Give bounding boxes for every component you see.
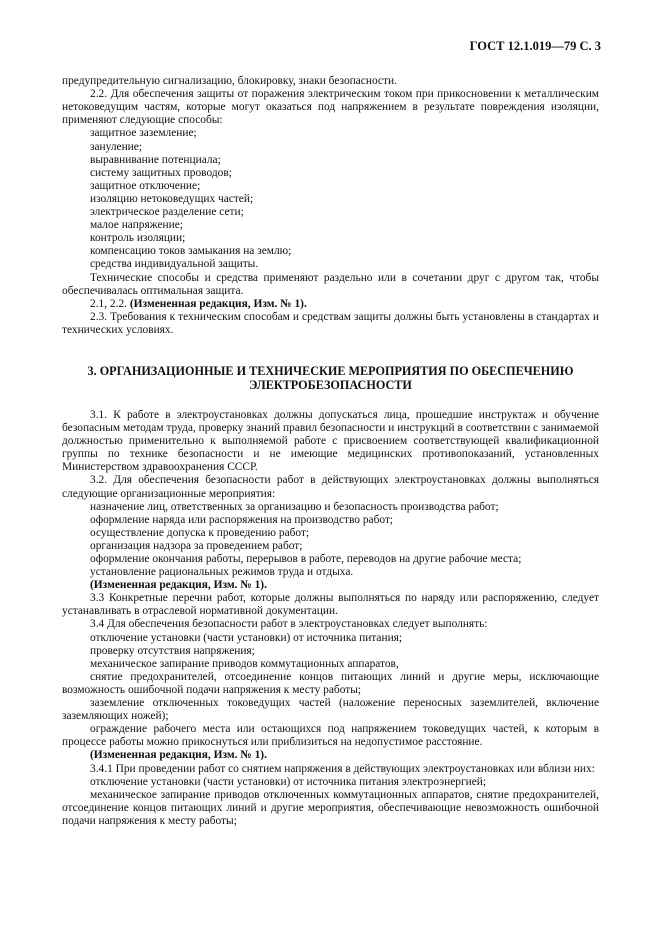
list-item: контроль изоляции; bbox=[90, 232, 186, 245]
list-item: малое напряжение; bbox=[90, 219, 183, 232]
list-item: отключение установки (части установки) от источника питания электроэнергией; bbox=[90, 775, 487, 788]
list-item: средства индивидуальной защиты. bbox=[90, 258, 259, 271]
list-item: ограждение рабочего места или остающихся под напряжением токоведущих частей, к которым в процессе работы можно прикоснуться или приблизиться на недопустимое расстояние. bbox=[62, 723, 599, 749]
amendment-note: (Измененная редакция, Изм. № 1). bbox=[90, 579, 267, 592]
section-3-title: 3. ОРГАНИЗАЦИОННЫЕ И ТЕХНИЧЕСКИЕ МЕРОПРИЯТИЯ ПО ОБЕСПЕЧЕНИЮ ЭЛЕКТРОБЕЗОПАСНОСТИ bbox=[87, 363, 574, 392]
list-item: электрическое разделение сети; bbox=[90, 206, 244, 219]
paragraph-3-4: 3.4 Для обеспечения безопасности работ в электроустановках следует выполнять: bbox=[90, 618, 488, 631]
paragraph: предупредительную сигнализацию, блокировку, знаки безопасности. bbox=[62, 75, 397, 88]
paragraph-3-2: 3.2. Для обеспечения безопасности работ в действующих электроустановках должны выполняться следующие организационные мероприятия: bbox=[62, 474, 599, 500]
amendment-note bbox=[62, 298, 599, 311]
paragraph-3-1: 3.1. К работе в электроустановках должны допускаться лица, прошедшие инструктаж и обучение безопасным методам труда, проверку знаний правил безопасности и инструкций в соответствии с занимаемой должностью применительно к выполняемой работе с присвоением соответствующей квалификационной группы по технике безопасности и не имеющие медицинских противопоказаний, установленных Министерством здравоохранения СССР. bbox=[62, 408, 599, 474]
list-item: зануление; bbox=[90, 140, 142, 153]
list-item: систему защитных проводов; bbox=[90, 166, 232, 179]
amendment-label: (Измененная редакция, Изм. № 1). bbox=[129, 297, 307, 310]
amendment-prefix: 2.1, 2.2. bbox=[90, 297, 130, 310]
amendment-note: (Измененная редакция, Изм. № 1). bbox=[90, 749, 267, 762]
list-item: назначение лиц, ответственных за организацию и безопасность производства работ; bbox=[90, 500, 499, 513]
paragraph-3-3: 3.3 Конкретные перечни работ, которые должны выполняться по наряду или распоряжению, следует устанавливать в отраслевой нормативной документации. bbox=[62, 592, 599, 618]
list-item: отключение установки (части установки) от источника питания; bbox=[90, 631, 403, 644]
list-item: механическое запирание приводов отключенных коммутационных аппаратов, снятие предохранителей, отсоединение концов питающих линий и другие мероприятия, обеспечивающие невозможность ошибочной подачи напряжения к месту работы; bbox=[62, 788, 599, 827]
list-item: защитное отключение; bbox=[90, 179, 201, 192]
list-item: заземление отключенных токоведущих частей (наложение переносных заземлителей, включение заземляющих ножей); bbox=[62, 697, 599, 723]
list-item: оформление окончания работы, перерывов в работе, переводов на другие рабочие места; bbox=[90, 553, 522, 565]
list-item: снятие предохранителей, отсоединение концов питающих линий и другие меры, исключающие возможность ошибочной подачи напряжения к месту работы; bbox=[62, 670, 599, 696]
list-item: организация надзора за проведением работ; bbox=[90, 539, 303, 552]
list-item: компенсацию токов замыкания на землю; bbox=[90, 245, 292, 258]
paragraph: Технические способы и средства применяют раздельно или в сочетании друг с другом так, чтобы обеспечивалась оптимальная защита. bbox=[62, 271, 599, 297]
list-item: осуществление допуска к проведению работ; bbox=[90, 526, 310, 539]
paragraph-3-4-1: 3.4.1 При проведении работ со снятием напряжения в действующих электроустановках или вблизи них: bbox=[90, 762, 595, 775]
list-item: установление рациональных режимов труда и отдыха. bbox=[90, 566, 354, 579]
paragraph-2-2: 2.2. Для обеспечения защиты от поражения электрическим током при прикосновении к металлическим нетоковедущим частям, которые могут оказаться под напряжением в результате повреждения изоляции, применяют следующие способы: bbox=[62, 88, 599, 127]
paragraph-2-3: 2.3. Требования к техническим способам и средствам защиты должны быть установлены в стандартах и технических условиях. bbox=[62, 310, 599, 336]
section3-body bbox=[62, 409, 599, 828]
list-item: оформление наряда или распоряжения на производство работ; bbox=[90, 513, 394, 526]
section2-body bbox=[62, 75, 599, 337]
list-item: механическое запирание приводов коммутационных аппаратов, bbox=[90, 657, 399, 670]
document-page bbox=[62, 40, 599, 828]
list-item: изоляцию нетоковедущих частей; bbox=[90, 192, 254, 205]
list-item: защитное заземление; bbox=[90, 127, 197, 140]
list-item: выравнивание потенциала; bbox=[90, 153, 221, 166]
list-item: проверку отсутствия напряжения; bbox=[90, 644, 255, 657]
page-header: ГОСТ 12.1.019—79 С. 3 bbox=[469, 39, 601, 53]
